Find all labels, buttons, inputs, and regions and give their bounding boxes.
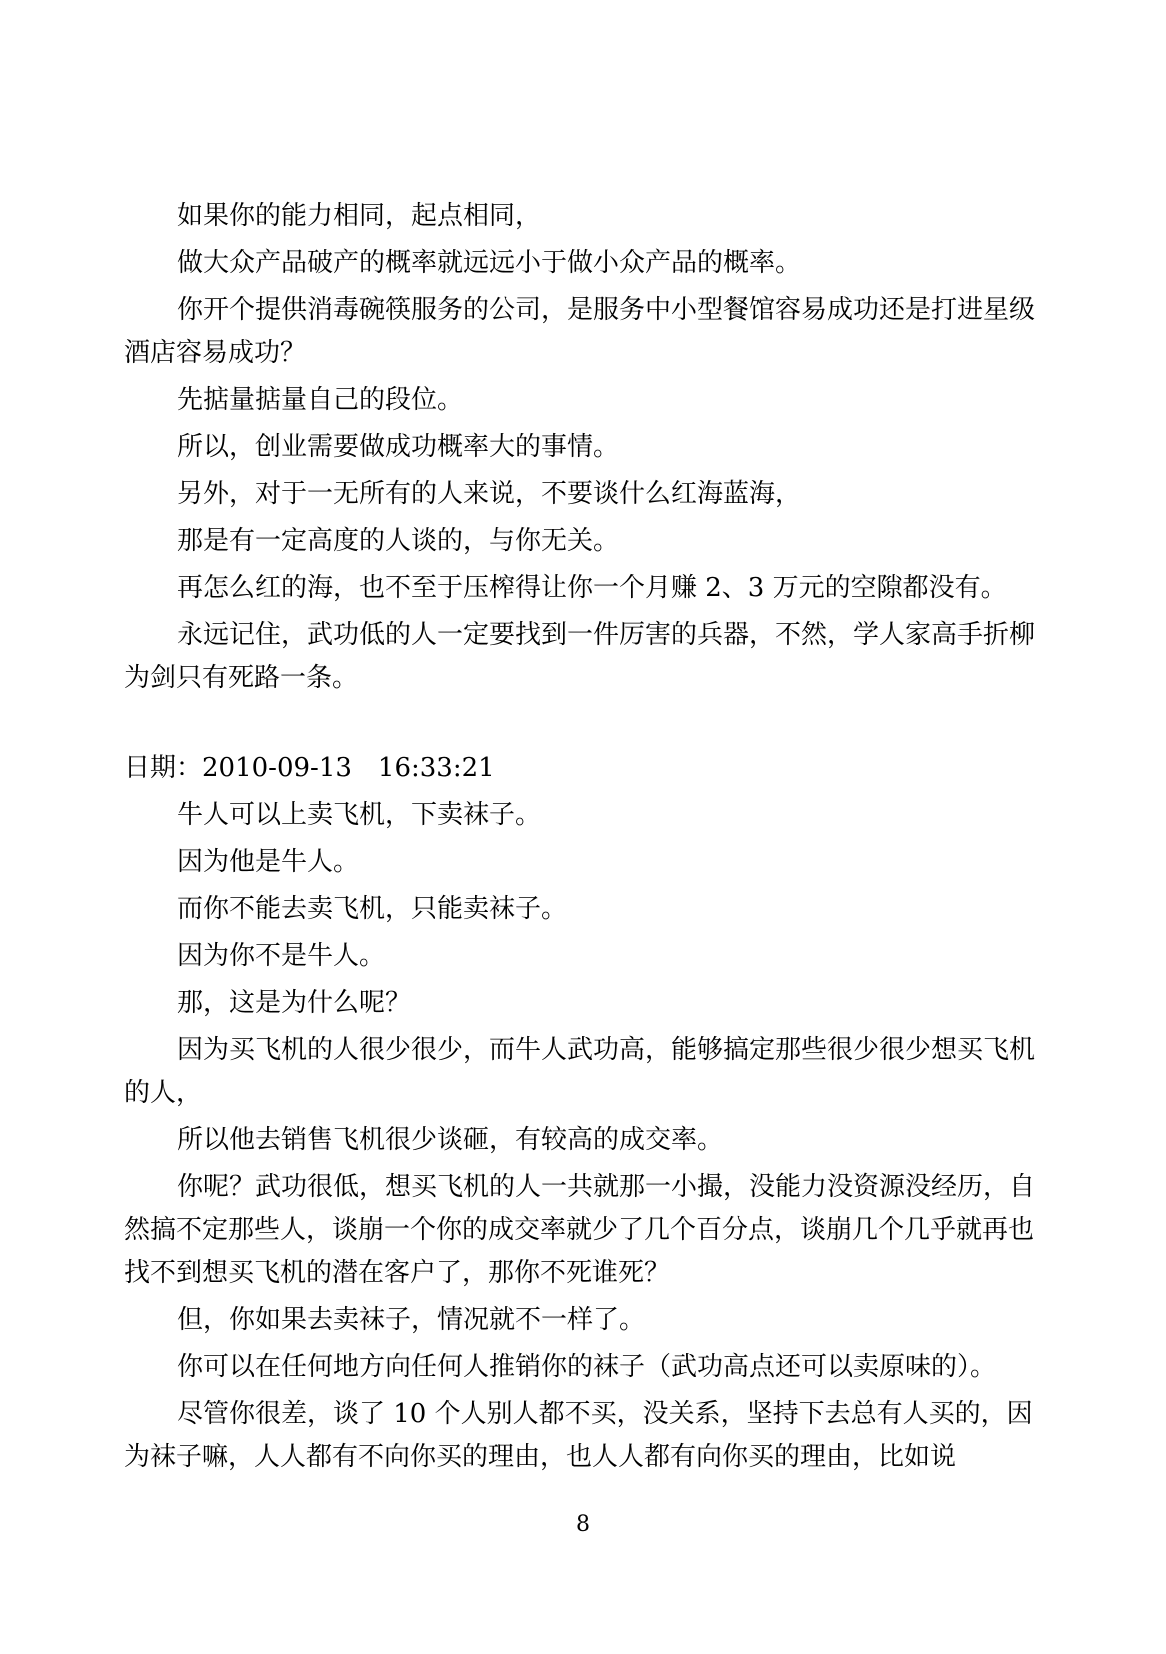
paragraph: 但，你如果去卖袜子，情况就不一样了。 — [177, 1305, 646, 1335]
paragraph: 做大众产品破产的概率就远远小于做小众产品的概率。 — [177, 248, 802, 278]
entry-dateline: 日期：2010-09-13 16:33:21 — [124, 753, 495, 783]
paragraph: 牛人可以上卖飞机，下卖袜子。 — [177, 800, 542, 830]
paragraph: 而你不能去卖飞机，只能卖袜子。 — [177, 894, 568, 924]
paragraph: 因为他是牛人。 — [177, 847, 360, 877]
paragraph: 先掂量掂量自己的段位。 — [177, 385, 464, 415]
page-number: 8 — [576, 1512, 590, 1537]
paragraph: 再怎么红的海，也不至于压榨得让你一个月赚 2、3 万元的空隙都没有。 — [177, 573, 1007, 603]
paragraph: 那是有一定高度的人谈的，与你无关。 — [177, 526, 620, 556]
paragraph: 你开个提供消毒碗筷服务的公司，是服务中小型餐馆容易成功还是打进星级酒店容易成功？ — [124, 295, 1036, 368]
paragraph: 因为你不是牛人。 — [177, 941, 386, 971]
paragraph: 另外，对于一无所有的人来说，不要谈什么红海蓝海， — [177, 479, 802, 509]
paragraph: 永远记住，武功低的人一定要找到一件厉害的兵器，不然，学人家高手折柳为剑只有死路一条。 — [124, 620, 1036, 693]
paragraph: 如果你的能力相同，起点相同， — [177, 201, 542, 231]
paragraph: 所以他去销售飞机很少谈砸，有较高的成交率。 — [177, 1125, 724, 1155]
paragraph: 尽管你很差，谈了 10 个人别人都不买，没关系，坚持下去总有人买的，因为袜子嘛，人人都有不向你买的理由，也人人都有向你买的理由，比如说 — [124, 1399, 1033, 1472]
paragraph: 你可以在任何地方向任何人推销你的袜子（武功高点还可以卖原味的）。 — [177, 1352, 997, 1382]
paragraph: 因为买飞机的人很少很少，而牛人武功高，能够搞定那些很少很少想买飞机的人， — [124, 1035, 1036, 1108]
paragraph: 那，这是为什么呢？ — [177, 988, 412, 1018]
body-text — [124, 195, 1039, 1483]
paragraph: 你呢？武功很低，想买飞机的人一共就那一小撮，没能力没资源没经历，自然搞不定那些人，谈崩一个你的成交率就少了几个百分点，谈崩几个几乎就再也找不到想买飞机的潜在客户了，那你不死谁死？ — [124, 1172, 1036, 1288]
paragraph: 所以，创业需要做成功概率大的事情。 — [177, 432, 620, 462]
